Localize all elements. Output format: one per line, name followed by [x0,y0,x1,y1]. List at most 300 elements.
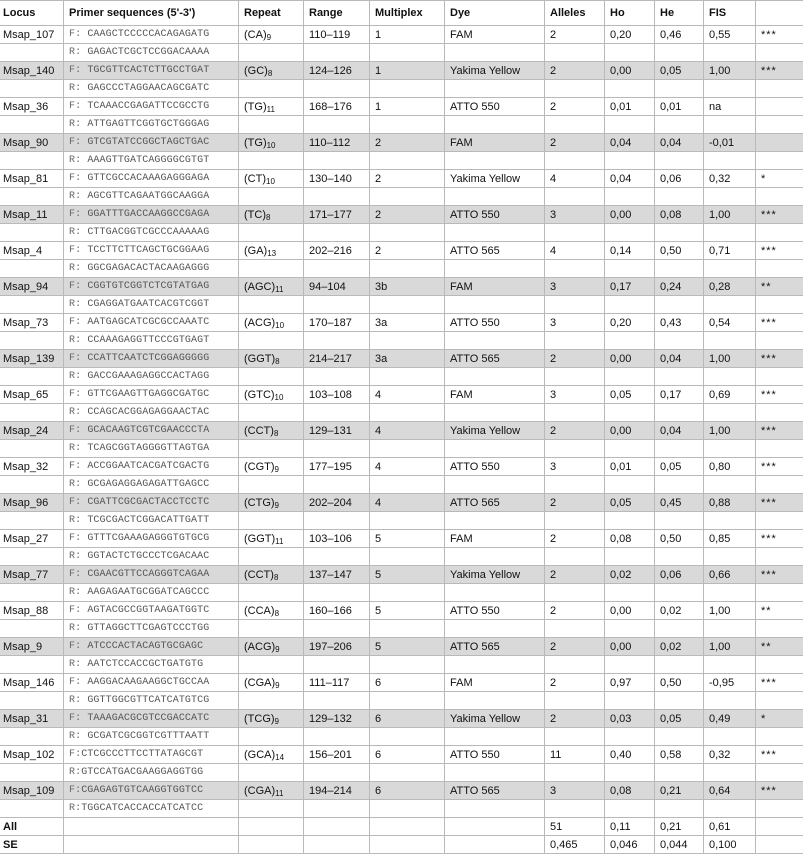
footer-fis: 0,100 [704,836,756,854]
repeat-count: 10 [266,176,275,186]
primer-direction-label: R: [69,370,82,382]
empty-cell [605,728,655,746]
repeat-unit: (CGA) [244,676,276,689]
empty-cell [370,368,445,386]
reverse-primer [64,224,239,242]
primer-sequence: GTTAGGCTTCGAGTCCCTGG [87,622,210,634]
multiplex: 5 [370,566,445,584]
alleles: 2 [545,350,605,368]
empty-cell [605,620,655,638]
forward-primer [64,674,239,692]
empty-cell [545,404,605,422]
empty-cell [545,512,605,530]
empty-cell [756,656,803,674]
empty-cell [0,512,64,530]
repeat-unit: (ACG) [244,640,276,653]
repeat-unit: (CGT) [244,460,275,473]
empty-cell [655,440,704,458]
ho: 0,20 [605,314,655,332]
primer-sequence: CCAGCACGGAGAGGAACTAC [87,406,210,418]
primer-direction-label: R: [69,82,82,94]
empty-cell [655,800,704,818]
fis: 0,71 [704,242,756,260]
empty-cell [545,296,605,314]
empty-cell [370,44,445,62]
header-dye: Dye [445,1,545,26]
empty-cell [0,152,64,170]
repeat-unit: (GC) [244,64,268,77]
reverse-primer-row [0,800,803,818]
multiplex: 4 [370,458,445,476]
ho: 0,00 [605,422,655,440]
empty-cell [605,692,655,710]
repeat-unit: (GCA) [244,748,276,761]
repeat-motif [239,26,304,44]
empty-cell [545,188,605,206]
ho: 0,17 [605,278,655,296]
dye: FAM [445,386,545,404]
empty-cell [304,512,370,530]
empty-cell [445,476,545,494]
empty-cell [370,656,445,674]
empty-cell [605,260,655,278]
dye: ATTO 565 [445,494,545,512]
empty-cell [445,44,545,62]
primer-sequence: AAGGACAAGAAGGCTGCCAA [87,676,210,688]
repeat-unit: (ACG) [244,316,276,329]
he: 0,06 [655,170,704,188]
ho: 0,01 [605,98,655,116]
dye: Yakima Yellow [445,566,545,584]
ho: 0,08 [605,530,655,548]
ho: 0,02 [605,566,655,584]
locus-name: Msap_36 [0,98,64,116]
empty-cell [756,296,803,314]
alleles: 2 [545,26,605,44]
empty-cell [704,332,756,350]
empty-cell [545,116,605,134]
empty-cell [545,692,605,710]
reverse-primer-row [0,188,803,206]
empty-cell [370,332,445,350]
empty-cell [545,80,605,98]
primer-sequence: AGCGTTCAGAATGGCAAGGA [87,190,210,202]
repeat-unit: (GTC) [244,388,275,401]
multiplex: 2 [370,206,445,224]
fis: 0,28 [704,278,756,296]
primer-direction-label: R: [69,478,82,490]
fis: 1,00 [704,350,756,368]
multiplex: 2 [370,134,445,152]
primer-sequence: ATCCCACTACAGTGCGAGC [87,640,204,652]
empty-cell [304,260,370,278]
alleles: 2 [545,602,605,620]
forward-primer [64,530,239,548]
empty-cell [304,296,370,314]
repeat-motif [239,278,304,296]
reverse-primer-row [0,764,803,782]
primer-direction-label: F: [69,352,82,364]
primer-direction-label: F: [69,424,82,436]
primer-sequence: GAGACTCGCTCCGGACAAAA [87,46,210,58]
empty-cell [239,296,304,314]
locus-row [0,314,803,332]
allele-range: 110–112 [304,134,370,152]
repeat-count: 10 [274,392,284,402]
empty-cell [445,368,545,386]
empty-cell [304,332,370,350]
empty-cell [370,404,445,422]
allele-range: 156–201 [304,746,370,764]
empty-cell [545,332,605,350]
empty-cell [0,332,64,350]
reverse-primer-row [0,548,803,566]
primer-direction-label: F: [69,568,82,580]
empty-cell [239,188,304,206]
multiplex: 5 [370,530,445,548]
fis: 1,00 [704,62,756,80]
reverse-primer [64,260,239,278]
significance: ** [756,602,803,620]
empty-cell [304,440,370,458]
empty-cell [304,404,370,422]
empty-cell [304,728,370,746]
empty-cell [0,548,64,566]
repeat-count: 11 [266,104,275,114]
primer-sequence: AAGAGAATGCGGATCAGCCC [87,586,210,598]
locus-name: Msap_102 [0,746,64,764]
allele-range: 130–140 [304,170,370,188]
significance: ** [756,278,803,296]
repeat-unit: (CCT) [244,424,274,437]
ho: 0,01 [605,458,655,476]
empty-cell [655,404,704,422]
empty-cell [0,260,64,278]
he: 0,50 [655,242,704,260]
primer-sequence: CGAGGATGAATCACGTCGGT [87,298,210,310]
empty-cell [239,44,304,62]
reverse-primer [64,620,239,638]
primer-direction-label: F: [69,460,82,472]
primer-sequence: CTCGCCCTTCCTTATAGCGT [81,748,204,760]
repeat-motif [239,206,304,224]
dye: ATTO 550 [445,314,545,332]
empty-cell [655,296,704,314]
empty-cell [370,548,445,566]
he: 0,50 [655,530,704,548]
primer-sequence: GAGCCCTAGGAACAGCGATC [87,82,210,94]
repeat-count: 8 [273,572,279,582]
ho: 0,03 [605,710,655,728]
repeat-count: 11 [275,536,284,546]
empty-cell [0,440,64,458]
empty-cell [370,80,445,98]
allele-range: 160–166 [304,602,370,620]
empty-cell [605,548,655,566]
allele-range: 111–117 [304,674,370,692]
locus-row [0,278,803,296]
empty-cell [704,728,756,746]
forward-primer [64,458,239,476]
alleles: 4 [545,170,605,188]
empty-cell [655,368,704,386]
repeat-count: 9 [274,500,279,510]
header-multiplex: Multiplex [370,1,445,26]
dye: FAM [445,278,545,296]
empty-cell [704,44,756,62]
he: 0,08 [655,206,704,224]
empty-cell [704,800,756,818]
significance: *** [756,26,803,44]
repeat-unit: (TCG) [244,712,275,725]
primer-direction-label: F: [69,676,82,688]
primer-sequence: TAAAGACGCGTCCGACCATC [87,712,210,724]
footer-label: All [0,818,64,836]
reverse-primer [64,116,239,134]
multiplex: 6 [370,674,445,692]
empty-cell [445,152,545,170]
forward-primer [64,26,239,44]
empty-cell [655,512,704,530]
repeat-motif [239,242,304,260]
forward-primer [64,278,239,296]
empty-cell [704,80,756,98]
dye: ATTO 550 [445,206,545,224]
reverse-primer-row [0,44,803,62]
reverse-primer [64,152,239,170]
ho: 0,05 [605,386,655,404]
empty-cell [655,692,704,710]
primer-sequence: CGAACGTTCCAGGGTCAGAA [87,568,210,580]
empty-cell [445,116,545,134]
primer-direction-label: R: [69,226,82,238]
ho: 0,08 [605,782,655,800]
reverse-primer-row [0,584,803,602]
locus-row [0,746,803,764]
reverse-primer-row [0,476,803,494]
empty-cell [370,152,445,170]
footer-label: SE [0,836,64,854]
repeat-count: 8 [266,212,271,222]
forward-primer [64,350,239,368]
empty-cell [0,116,64,134]
repeat-motif [239,566,304,584]
empty-cell [304,116,370,134]
repeat-count: 9 [275,644,280,654]
locus-row [0,602,803,620]
empty-cell [605,44,655,62]
multiplex: 1 [370,26,445,44]
fis: 0,85 [704,530,756,548]
empty-cell [704,476,756,494]
fis: 1,00 [704,602,756,620]
locus-name: Msap_140 [0,62,64,80]
he: 0,06 [655,566,704,584]
primer-direction-label: R: [69,442,82,454]
forward-primer [64,566,239,584]
multiplex: 2 [370,170,445,188]
significance: *** [756,350,803,368]
reverse-primer [64,368,239,386]
allele-range: 171–177 [304,206,370,224]
significance [756,98,803,116]
empty-cell [756,116,803,134]
empty-cell [304,152,370,170]
significance: *** [756,242,803,260]
empty-cell [756,800,803,818]
locus-name: Msap_65 [0,386,64,404]
empty-cell [756,152,803,170]
locus-row [0,494,803,512]
forward-primer [64,386,239,404]
multiplex: 4 [370,494,445,512]
repeat-motif [239,638,304,656]
empty-cell [655,188,704,206]
empty-cell [655,548,704,566]
significance: *** [756,422,803,440]
he: 0,05 [655,62,704,80]
primer-sequence: AATCTCCACCGCTGATGTG [87,658,204,670]
allele-range: 110–119 [304,26,370,44]
significance [756,134,803,152]
empty-cell [0,692,64,710]
locus-name: Msap_109 [0,782,64,800]
empty-cell [756,728,803,746]
ho: 0,00 [605,62,655,80]
alleles: 3 [545,314,605,332]
primer-sequence: CGAGAGTGTCAAGGTGGTCC [81,784,204,796]
empty-cell [239,368,304,386]
repeat-motif [239,458,304,476]
repeat-count: 11 [275,284,284,294]
empty-cell [605,152,655,170]
fis: 0,80 [704,458,756,476]
empty-cell [370,620,445,638]
empty-cell [239,404,304,422]
repeat-count: 11 [275,788,284,798]
ho: 0,00 [605,638,655,656]
header-primer-sequences: Primer sequences (5'-3') [64,1,239,26]
reverse-primer [64,476,239,494]
footer-ho: 0,11 [605,818,655,836]
alleles: 3 [545,206,605,224]
repeat-unit: (CA) [244,28,267,41]
primer-direction-label: F: [69,784,82,796]
footer-row-se [0,836,803,854]
empty-cell [655,44,704,62]
multiplex: 6 [370,710,445,728]
empty-cell [304,44,370,62]
alleles: 3 [545,386,605,404]
ho: 0,05 [605,494,655,512]
footer-alleles: 51 [545,818,605,836]
locus-name: Msap_11 [0,206,64,224]
dye: Yakima Yellow [445,422,545,440]
repeat-unit: (GGT) [244,532,276,545]
forward-primer [64,602,239,620]
primer-direction-label: F: [69,172,82,184]
empty-cell [0,656,64,674]
allele-range: 194–214 [304,782,370,800]
empty-cell [704,260,756,278]
locus-row [0,458,803,476]
alleles: 2 [545,566,605,584]
fis: 1,00 [704,206,756,224]
locus-name: Msap_139 [0,350,64,368]
ho: 0,04 [605,134,655,152]
primer-direction-label: R: [69,730,82,742]
empty-cell [545,476,605,494]
primer-sequence: CAAGCTCCCCCACAGAGATG [87,28,210,40]
reverse-primer-row [0,692,803,710]
reverse-primer-row [0,656,803,674]
dye: ATTO 550 [445,98,545,116]
locus-row [0,638,803,656]
alleles: 11 [545,746,605,764]
forward-primer [64,638,239,656]
locus-name: Msap_107 [0,26,64,44]
repeat-motif [239,350,304,368]
locus-row [0,242,803,260]
significance: *** [756,530,803,548]
header-range: Range [304,1,370,26]
he: 0,46 [655,26,704,44]
primer-direction-label: F: [69,748,82,760]
repeat-unit: (TC) [244,208,266,221]
primer-direction-label: R: [69,190,82,202]
primer-direction-label: F: [69,604,82,616]
empty-cell [445,800,545,818]
primer-direction-label: F: [69,496,82,508]
repeat-count: 10 [275,320,285,330]
allele-range: 170–187 [304,314,370,332]
empty-cell [445,584,545,602]
forward-primer [64,206,239,224]
empty-cell [304,584,370,602]
locus-name: Msap_27 [0,530,64,548]
locus-row [0,674,803,692]
dye: Yakima Yellow [445,170,545,188]
empty-cell [605,80,655,98]
empty-cell [655,80,704,98]
dye: FAM [445,674,545,692]
significance: *** [756,386,803,404]
significance: *** [756,62,803,80]
footer-row-all [0,818,803,836]
forward-primer [64,746,239,764]
multiplex: 3a [370,314,445,332]
significance: *** [756,746,803,764]
primer-direction-label: R: [69,46,82,58]
empty-cell [370,296,445,314]
fis: 0,49 [704,710,756,728]
reverse-primer-row [0,512,803,530]
empty-cell [445,764,545,782]
locus-name: Msap_96 [0,494,64,512]
empty-cell [704,512,756,530]
allele-range: 129–131 [304,422,370,440]
empty-cell [545,548,605,566]
header-significance [756,1,803,26]
locus-row [0,386,803,404]
empty-cell [756,584,803,602]
he: 0,04 [655,350,704,368]
empty-cell [0,584,64,602]
allele-range: 168–176 [304,98,370,116]
empty-cell [655,332,704,350]
reverse-primer [64,692,239,710]
primer-direction-label: R: [69,262,82,274]
